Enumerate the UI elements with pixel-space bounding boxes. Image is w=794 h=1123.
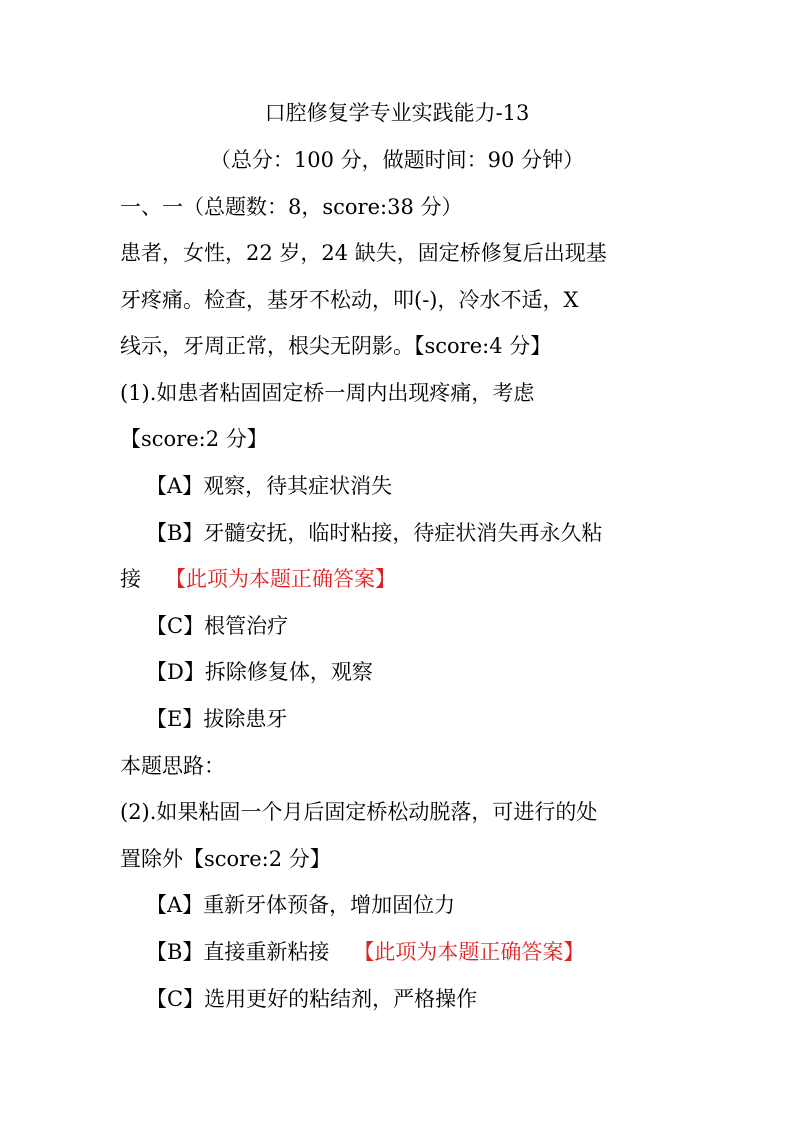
option-c: 【C】根管治疗 (146, 614, 289, 638)
option-b-continued (120, 564, 396, 594)
section-heading: 一、一（总题数：8，score:38 分） (120, 195, 463, 219)
option-a: 【A】观察，待其症状消失 (146, 474, 393, 498)
option-b: 【B】牙髓安抚，临时粘接，待症状消失再永久粘 (146, 521, 603, 545)
option-b-text: 【B】直接重新粘接 (146, 940, 330, 964)
correct-answer-badge: 【此项为本题正确答案】 (165, 567, 396, 591)
question-stem: (1).如患者粘固固定桥一周内出现疼痛，考虑 (120, 381, 535, 405)
correct-answer-badge: 【此项为本题正确答案】 (353, 940, 585, 964)
option-a: 【A】重新牙体预备，增加固位力 (146, 893, 456, 917)
document-title: 口腔修复学专业实践能力-13 (264, 101, 530, 125)
analysis-label: 本题思路： (120, 754, 225, 778)
option-b-text: 接 (120, 567, 141, 591)
option-d: 【D】拆除修复体，观察 (146, 660, 373, 684)
case-text-line: 牙疼痛。检查，基牙不松动，叩(-)，冷水不适，X (120, 288, 579, 312)
question-stem: 【score:2 分】 (120, 427, 268, 451)
question-stem: 置除外【score:2 分】 (120, 847, 331, 871)
document-subtitle: （总分：100 分，做题时间：90 分钟） (209, 148, 585, 172)
option-c: 【C】选用更好的粘结剂，严格操作 (146, 987, 478, 1011)
case-text-line: 线示，牙周正常，根尖无阴影。【score:4 分】 (120, 334, 552, 358)
question-stem: (2).如果粘固一个月后固定桥松动脱落，可进行的处 (120, 800, 598, 824)
option-b (146, 937, 584, 967)
case-text-line: 患者，女性，22 岁，24 缺失，固定桥修复后出现基 (120, 241, 607, 265)
option-e: 【E】拔除患牙 (146, 707, 288, 731)
